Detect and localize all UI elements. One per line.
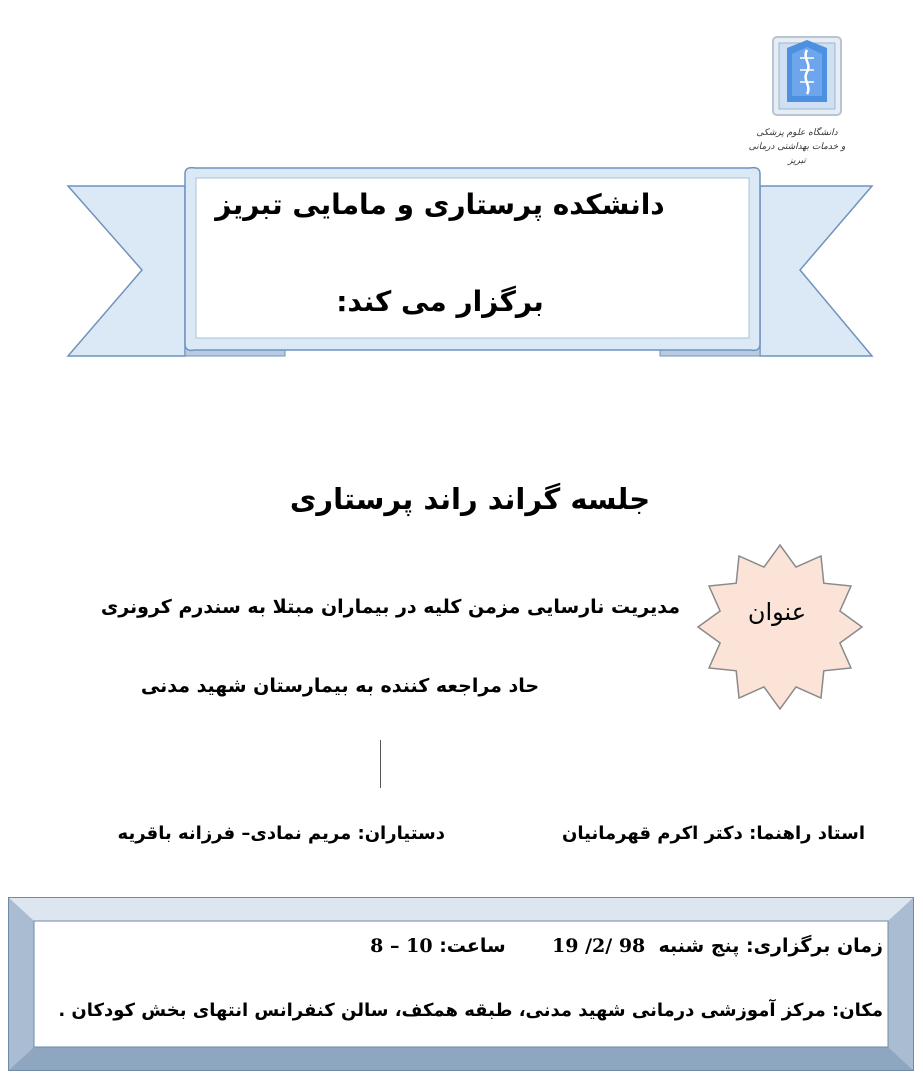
vertical-divider [380, 740, 381, 788]
topic-line-2: حاد مراجعه کننده به بیمارستان شهید مدنی [140, 675, 540, 697]
date-value: 98 /2/ 19 [552, 935, 646, 957]
title-star-badge [694, 543, 866, 711]
banner-subtitle: برگزار می کند: [336, 285, 544, 318]
university-logo [772, 36, 842, 116]
supervisor-text: استاد راهنما: دکتر اکرم قهرمانیان [562, 823, 865, 844]
title-badge-label: عنوان [747, 598, 807, 626]
banner-title: دانشکده پرستاری و مامایی تبریز [215, 188, 665, 221]
event-time-line [40, 935, 883, 957]
info-frame [8, 897, 914, 1071]
time-value: 10 – 8 [370, 935, 433, 957]
session-title: جلسه گراند راند پرستاری [289, 482, 651, 516]
date-label: زمان برگزاری: پنج شنبه [658, 935, 883, 957]
time-label: ساعت: [439, 935, 506, 957]
topic-line-1: مدیریت نارسایی مزمن کلیه در بیماران مبتلا به سندرم کرونری [100, 596, 680, 618]
logo-caption-line2: و خدمات بهداشتی درمانی تبریز [748, 142, 846, 166]
assistants-text: دستیاران: مریم نمادی– فرزانه باقریه [117, 823, 445, 844]
logo-caption-line1: دانشگاه علوم پزشکی [756, 128, 838, 138]
event-location: مکان: مرکز آموزشی درمانی شهید مدنی، طبقه همکف، سالن کنفرانس انتهای بخش کودکان . [58, 1000, 883, 1021]
university-emblem-icon [772, 36, 842, 116]
